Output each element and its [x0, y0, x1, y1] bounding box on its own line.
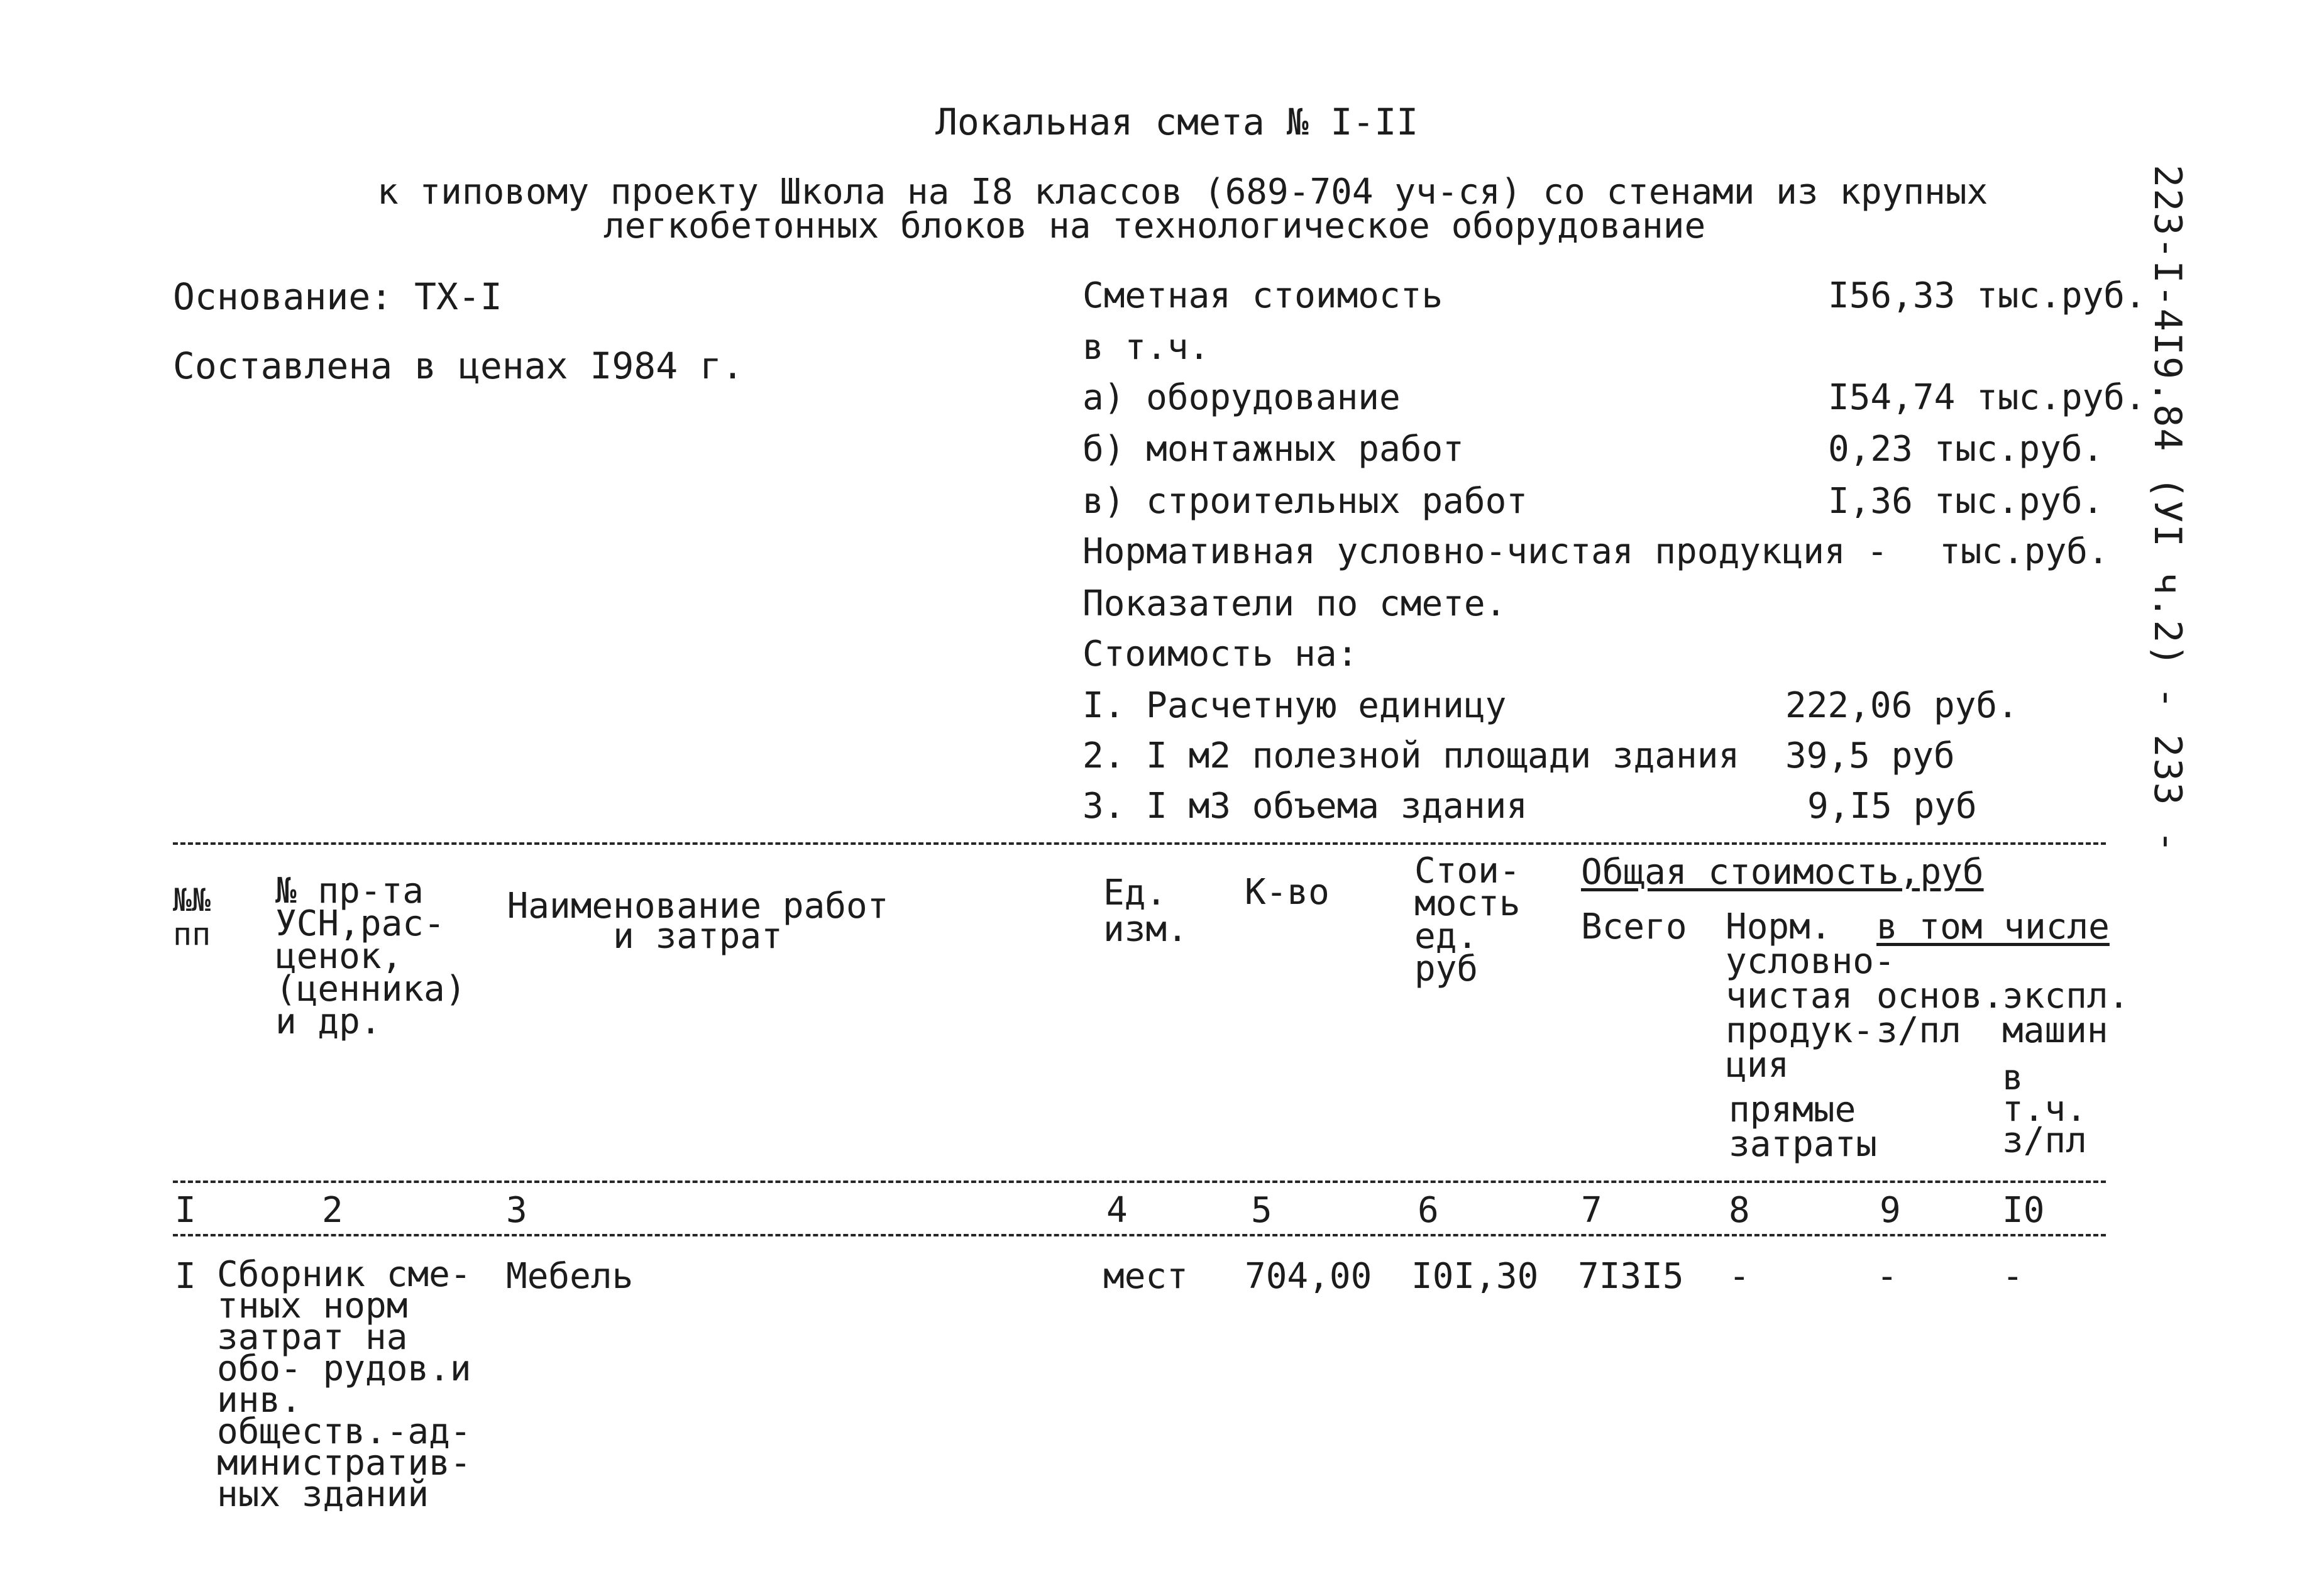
header-col7: Всего — [1581, 906, 1687, 947]
header-total-cost-group: Общая стоимость,руб — [1581, 852, 1984, 893]
summary-value-9: 39,5 руб — [1785, 735, 1955, 776]
column-number: I — [175, 1190, 196, 1231]
summary-value-4: I,36 тыс.руб. — [1828, 481, 2104, 522]
header-col8: Норм. условно- чистая продук- ция — [1726, 906, 1895, 1086]
summary-label-9: 2. I м2 полезной площади здания — [1082, 735, 1740, 776]
summary-value-10: 9,I5 руб — [1807, 786, 1977, 827]
column-numbers-rule — [173, 1234, 2106, 1236]
header-col8-sub: прямые затраты — [1729, 1089, 1878, 1165]
header-incl: в том числе — [1876, 906, 2110, 947]
row-name: Мебель — [506, 1256, 634, 1297]
column-number: 9 — [1880, 1190, 1901, 1231]
summary-value-8: 222,06 руб. — [1785, 685, 2018, 726]
document-title: Локальная смета № I-II — [935, 101, 1419, 143]
summary-label-0: Сметная стоимость — [1082, 275, 1443, 316]
summary-value-0: I56,33 тыс.руб. — [1828, 275, 2146, 316]
column-number: 2 — [322, 1190, 343, 1231]
column-number: 3 — [506, 1190, 527, 1231]
row-number: I — [175, 1256, 196, 1297]
column-number: I0 — [2002, 1190, 2045, 1231]
basis-prices: Составлена в ценах I984 г. — [173, 344, 744, 387]
column-number: 4 — [1106, 1190, 1128, 1231]
header-col1: №№ пп — [173, 882, 211, 952]
summary-label-8: I. Расчетную единицу — [1082, 685, 1507, 726]
row-col9: - — [1876, 1256, 1898, 1297]
row-source: Сборник сме- тных норм затрат на обо- рудов.и инв. обществ.-ад- министратив- ных зданий — [217, 1254, 471, 1515]
column-number: 5 — [1251, 1190, 1272, 1231]
row-col10: - — [2002, 1256, 2024, 1297]
header-col10: экспл. машин — [2002, 976, 2130, 1051]
header-col6: Стои- мость ед. руб — [1414, 850, 1521, 989]
summary-label-5: Нормативная условно-чистая продукция - — [1082, 531, 1888, 572]
summary-value-5: тыс.руб. — [1939, 531, 2109, 572]
table-header-bottom-rule — [173, 1180, 2106, 1183]
row-col8: - — [1729, 1256, 1750, 1297]
header-col5: К-во — [1245, 872, 1330, 913]
column-number: 8 — [1729, 1190, 1750, 1231]
summary-label-1: в т.ч. — [1082, 327, 1210, 368]
summary-label-4: в) строительных работ — [1082, 481, 1528, 522]
header-col10-sub: в т.ч. з/пл — [2002, 1057, 2087, 1161]
column-number: 7 — [1581, 1190, 1602, 1231]
summary-label-6: Показатели по смете. — [1082, 583, 1507, 624]
summary-label-10: 3. I м3 объема здания — [1082, 786, 1528, 827]
header-col3: Наименование работ и затрат — [507, 886, 889, 957]
row-unit: мест — [1103, 1256, 1188, 1297]
header-col9: основ. з/пл — [1876, 976, 2004, 1051]
row-total: 7I3I5 — [1578, 1256, 1684, 1297]
row-quantity: 704,00 — [1245, 1256, 1372, 1297]
summary-value-2: I54,74 тыс.руб. — [1828, 377, 2146, 418]
basis-foundation: Основание: ТХ-I — [173, 275, 502, 318]
document-code: 223-I-4I9.84 (УI ч.2) — [2145, 165, 2189, 668]
page-number: - 233 - — [2145, 686, 2189, 854]
header-col2: № пр-та УСН,рас- ценок, (ценника) и др. — [275, 871, 466, 1042]
table-top-rule — [173, 842, 2106, 845]
summary-label-2: а) оборудование — [1082, 377, 1401, 418]
row-unit-cost: I0I,30 — [1411, 1256, 1539, 1297]
summary-label-7: Стоимость на: — [1082, 634, 1358, 674]
document-subtitle-line1: к типовому проекту Школа на I8 классов (689-704 уч-ся) со стенами из крупных — [377, 172, 1988, 212]
summary-label-3: б) монтажных работ — [1082, 429, 1464, 470]
column-number: 6 — [1418, 1190, 1439, 1231]
document-subtitle-line2: легкобетонных блоков на технологическое оборудование — [603, 206, 1706, 246]
summary-value-3: 0,23 тыс.руб. — [1828, 429, 2104, 470]
header-col4: Ед. изм. — [1103, 872, 1188, 950]
